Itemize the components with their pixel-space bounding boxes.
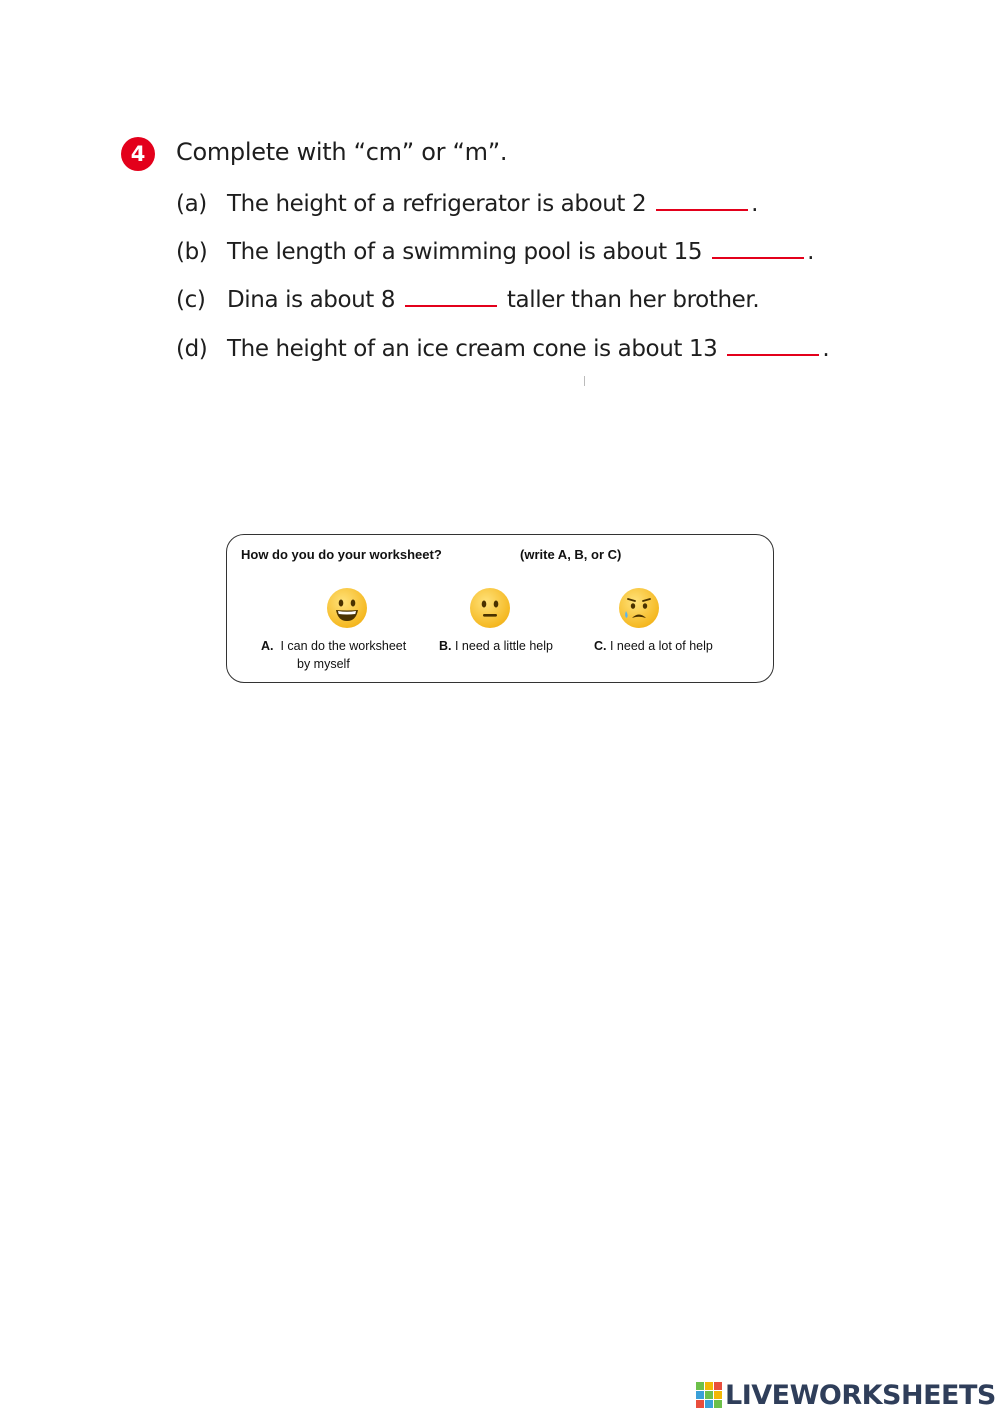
item-letter: (a) <box>176 191 207 217</box>
answer-blank-b[interactable] <box>712 237 804 259</box>
item-letter: (c) <box>176 287 206 313</box>
exercise-item-c <box>176 285 759 313</box>
neutral-face-icon <box>470 588 510 628</box>
self-assessment-box <box>226 534 774 683</box>
logo-grid-icon <box>696 1382 722 1408</box>
answer-blank-d[interactable] <box>727 334 819 356</box>
self-assessment-hint: (write A, B, or C) <box>520 547 622 562</box>
grinning-face-icon <box>327 588 367 628</box>
exercise-item-a <box>176 189 758 217</box>
exercise-instruction: Complete with “cm” or “m”. <box>176 138 508 166</box>
item-text: The height of an ice cream cone is about 13 <box>227 336 718 362</box>
self-assessment-question: How do you do your worksheet? <box>241 547 442 562</box>
question-number-badge: 4 <box>121 137 155 171</box>
answer-blank-c[interactable] <box>405 285 497 307</box>
item-letter: (d) <box>176 336 208 362</box>
item-letter: (b) <box>176 239 208 265</box>
option-key: B. <box>439 639 452 653</box>
option-c <box>594 637 713 655</box>
option-text-line2: by myself <box>297 657 350 671</box>
option-text: I need a lot of help <box>609 639 713 653</box>
item-text-after: . <box>751 191 759 217</box>
item-text: The length of a swimming pool is about 15 <box>227 239 703 265</box>
item-text-after: . <box>822 336 830 362</box>
exercise-item-d <box>176 334 829 362</box>
item-text: The height of a refrigerator is about 2 <box>227 191 647 217</box>
scan-mark <box>584 376 585 386</box>
sad-face-icon <box>619 588 659 628</box>
answer-blank-a[interactable] <box>656 189 748 211</box>
item-text-after: taller than her brother. <box>506 287 760 313</box>
item-text-after: . <box>807 239 814 265</box>
liveworksheets-logo <box>696 1378 996 1412</box>
option-key: A. <box>261 639 274 653</box>
option-b <box>439 637 553 655</box>
option-text: I need a little help <box>454 639 553 653</box>
item-text: Dina is about 8 <box>227 287 396 313</box>
logo-text: LIVEWORKSHEETS <box>725 1379 996 1411</box>
option-a <box>261 637 406 673</box>
option-text: I can do the worksheet <box>280 639 407 653</box>
option-key: C. <box>594 639 607 653</box>
exercise-item-b <box>176 237 814 265</box>
